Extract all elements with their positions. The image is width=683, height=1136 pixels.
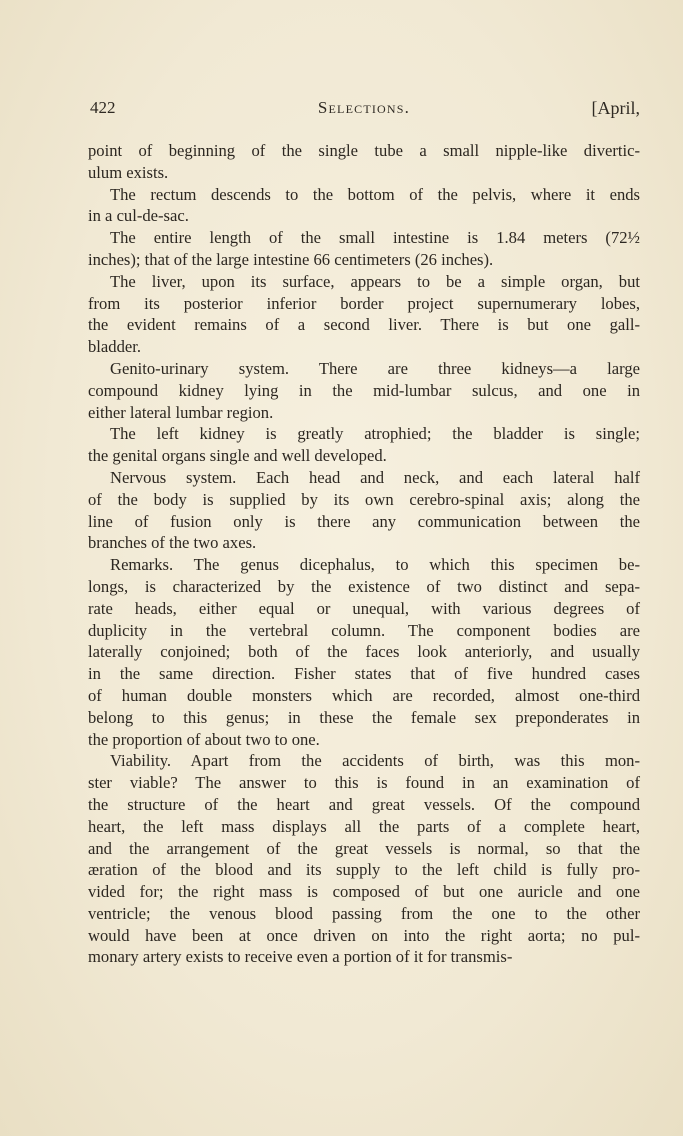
text-line: the evident remains of a second liver. There is but one gall-: [88, 315, 640, 335]
text-line: bladder.: [88, 337, 141, 357]
text-line: monary artery exists to receive even a portion of it for transmis-: [88, 947, 513, 967]
text-line: point of beginning of the single tube a small nipple-like divertic-: [88, 141, 640, 160]
paragraph: [88, 140, 640, 184]
body-text: [88, 140, 640, 968]
paragraph: [88, 227, 640, 271]
text-line: Remarks. The genus dicephalus, to which this specimen be-: [110, 555, 640, 575]
paragraph: [88, 271, 640, 358]
section-title: Selections.: [317, 98, 411, 117]
text-line: Viability. Apart from the accidents of birth, was this mon-: [110, 751, 640, 771]
text-line: ulum exists.: [88, 162, 169, 182]
text-line: ventricle; the venous blood passing from the one to the other: [88, 903, 640, 923]
text-line: longs, is characterized by the existence of two distinct and sepa-: [88, 576, 640, 596]
text-line: would have been at once driven on into the right aorta; no pul-: [88, 925, 640, 945]
text-line: duplicity in the vertebral column. The component bodies are: [88, 620, 640, 640]
text-line: either lateral lumbar region.: [88, 402, 274, 422]
text-line: The rectum descends to the bottom of the pelvis, where it ends: [110, 184, 640, 204]
text-line: The left kidney is greatly atrophied; the bladder is single;: [110, 424, 640, 444]
text-line: rate heads, either equal or unequal, with various degrees of: [88, 598, 640, 618]
text-line: branches of the two axes.: [88, 533, 257, 553]
text-line: and the arrangement of the great vessels is normal, so that the: [88, 838, 640, 858]
text-line: ster viable? The answer to this is found in an examination of: [88, 773, 640, 793]
text-line: heart, the left mass displays all the parts of a complete heart,: [88, 816, 640, 836]
running-head: [88, 98, 640, 122]
text-line: of the body is supplied by its own cerebro-spinal axis; along the: [88, 489, 640, 509]
text-line: from its posterior inferior border project supernumerary lobes,: [88, 293, 640, 313]
text-line: of human double monsters which are recorded, almost one-third: [88, 685, 640, 705]
text-line: vided for; the right mass is composed of but one auricle and one: [88, 882, 640, 902]
issue-month: [April,: [591, 98, 640, 118]
text-line: line of fusion only is there any communication between the: [88, 511, 640, 531]
text-line: in the same direction. Fisher states that of five hundred cases: [88, 664, 640, 684]
text-line: Genito-urinary system. There are three kidneys—a large: [110, 358, 640, 378]
text-line: inches); that of the large intestine 66 centimeters (26 inches).: [88, 249, 494, 269]
paragraph: [88, 554, 640, 750]
text-line: The entire length of the small intestine is 1.84 meters (72½: [110, 228, 640, 248]
paragraph: [88, 423, 640, 467]
text-line: æration of the blood and its supply to the left child is fully pro-: [88, 860, 640, 880]
text-line: the genital organs single and well developed.: [88, 446, 387, 466]
paragraph: [88, 750, 640, 968]
text-line: the proportion of about two to one.: [88, 729, 320, 749]
text-line: The liver, upon its surface, appears to be a simple organ, but: [110, 271, 640, 291]
page-number: 422: [90, 98, 116, 117]
text-line: in a cul-de-sac.: [88, 206, 189, 226]
text-line: Nervous system. Each head and neck, and each lateral half: [110, 467, 640, 487]
text-line: the structure of the heart and great vessels. Of the compound: [88, 794, 640, 814]
paragraph: [88, 467, 640, 554]
text-line: laterally conjoined; both of the faces look anteriorly, and usually: [88, 642, 640, 662]
paragraph: [88, 358, 640, 423]
text-line: compound kidney lying in the mid-lumbar sulcus, and one in: [88, 380, 640, 400]
text-line: belong to this genus; in these the female sex preponderates in: [88, 707, 640, 727]
paragraph: [88, 184, 640, 228]
